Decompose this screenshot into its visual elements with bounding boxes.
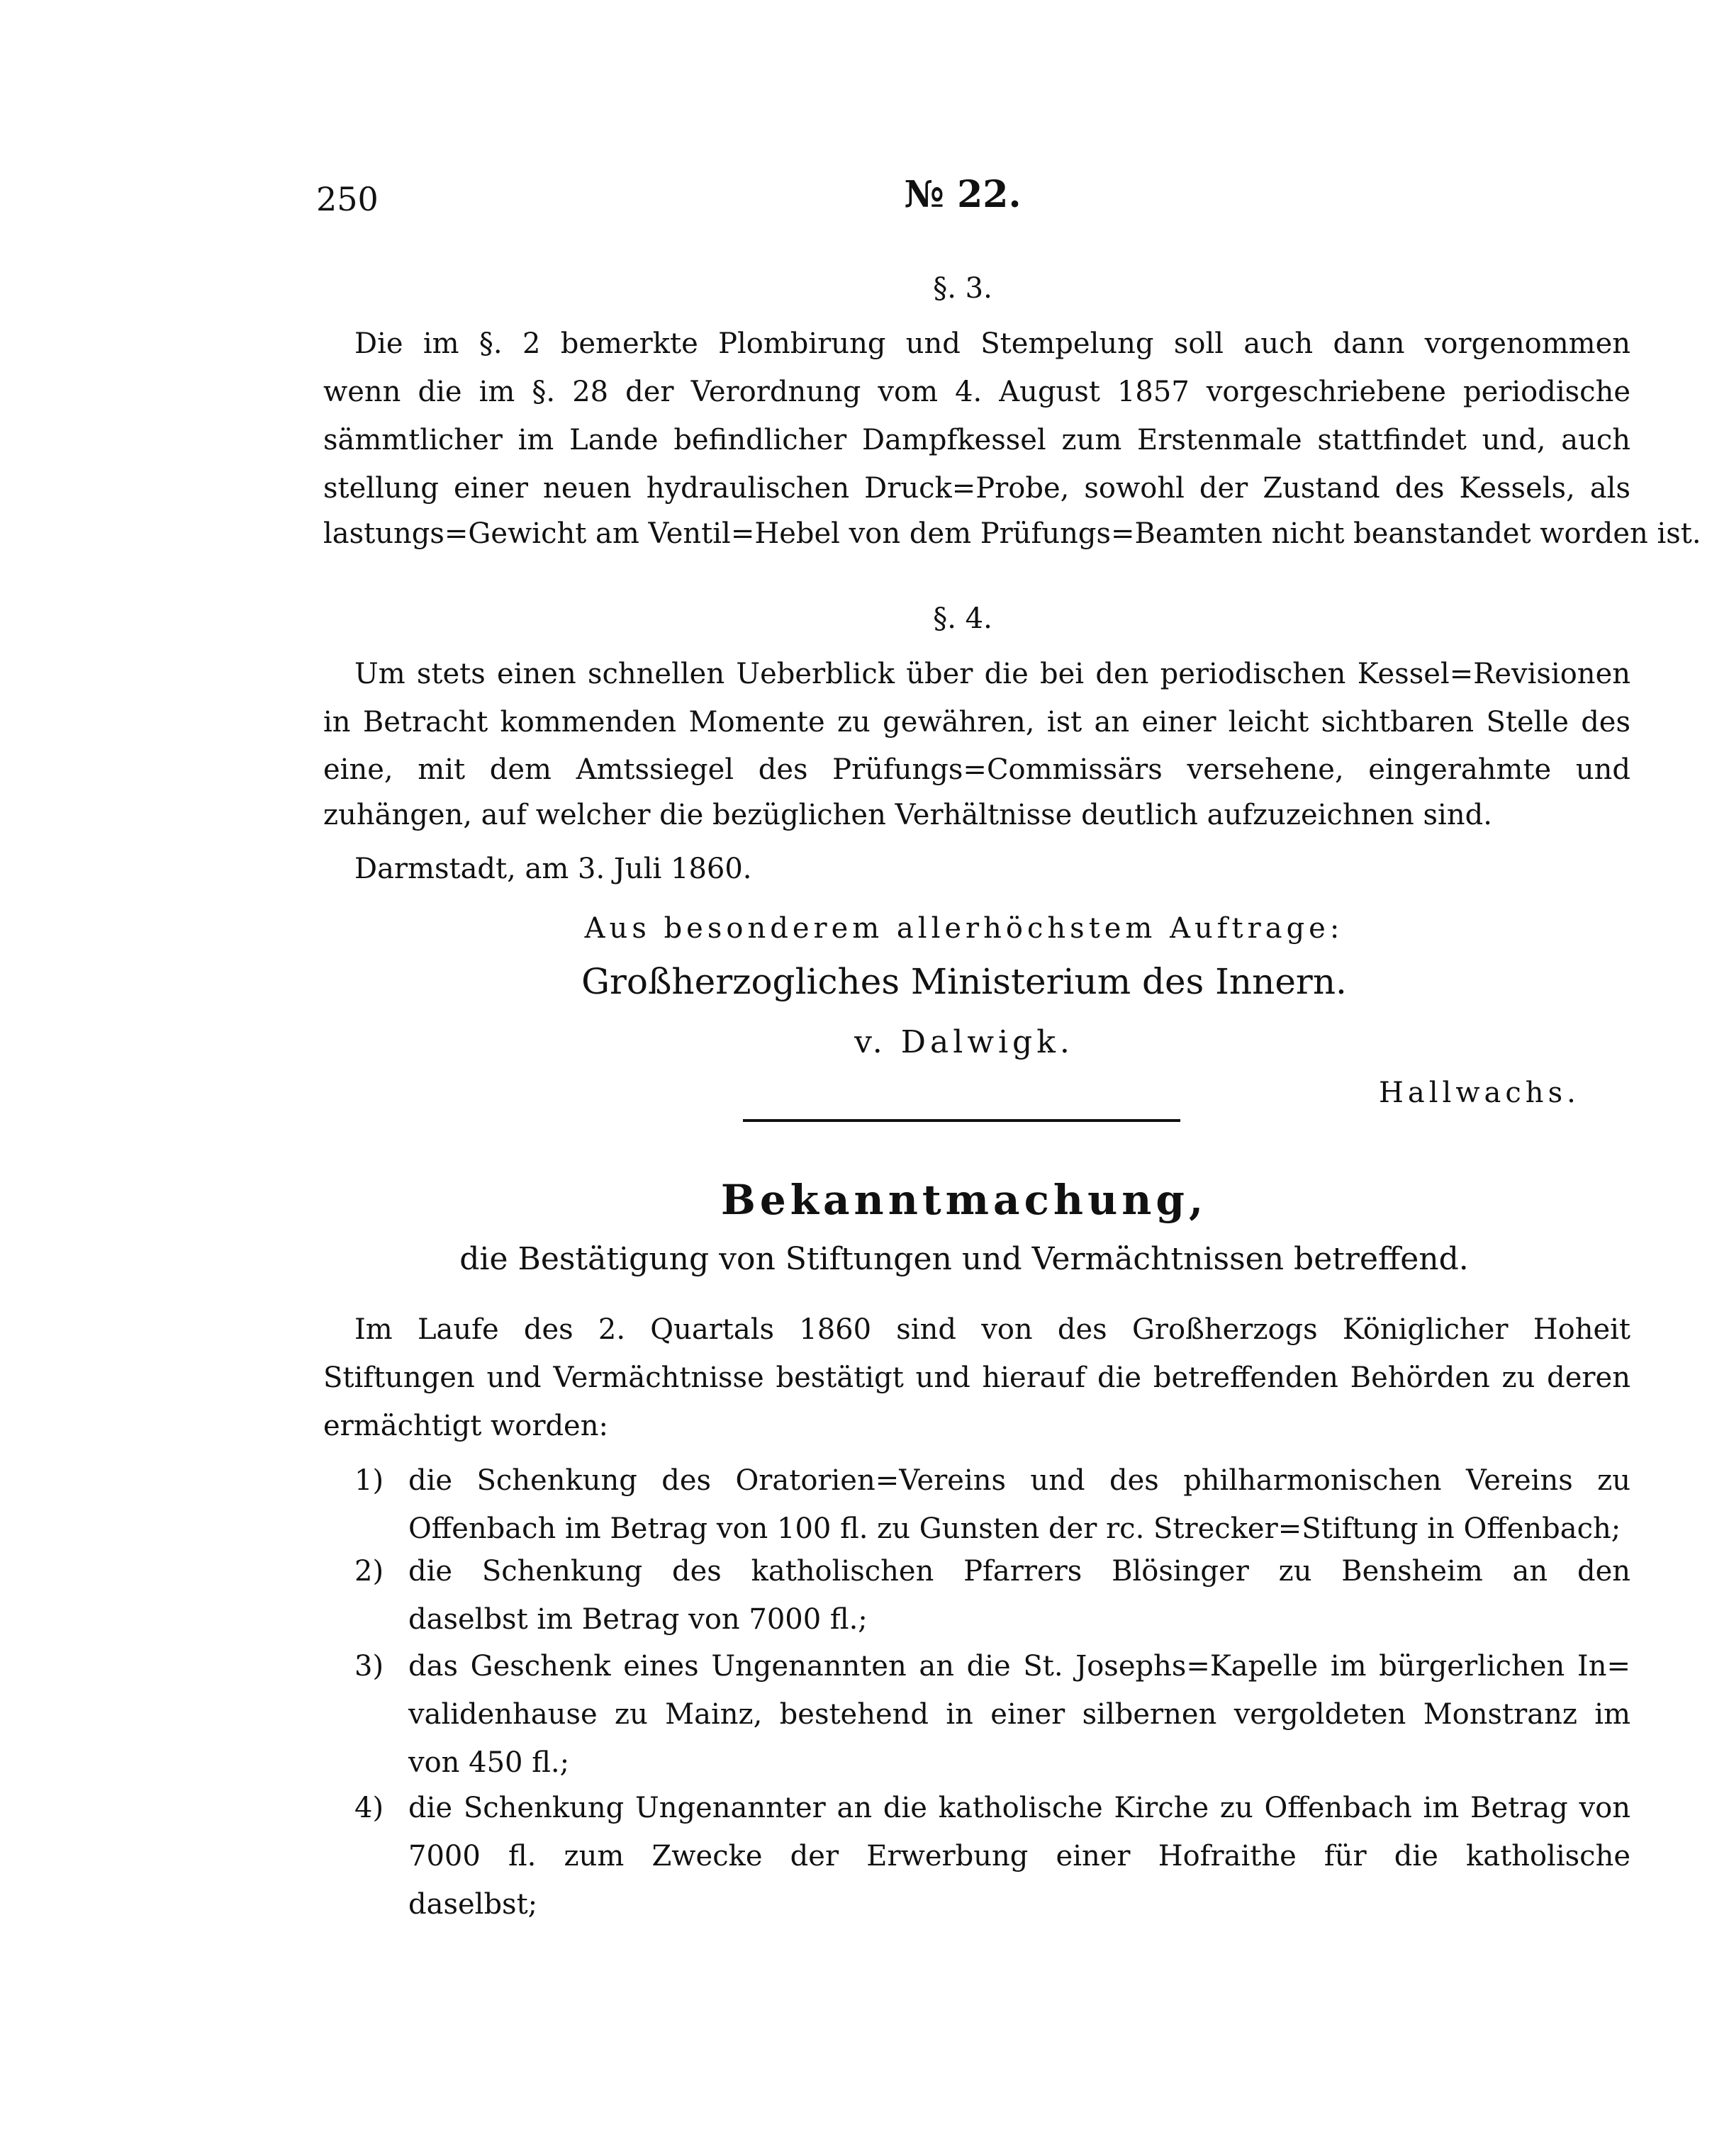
page-number: 250 <box>316 180 379 218</box>
paragraph-line: Um stets einen schnellen Ueberblick über die bei den periodischen Kessel=Revisionen <box>354 658 1630 690</box>
countersignatory: Hallwachs. <box>1379 1077 1580 1109</box>
item-number: 1) <box>354 1464 384 1497</box>
paragraph-line: wenn die im §. 28 der Verordnung vom 4. August 1857 vorgeschriebene periodische <box>323 376 1630 408</box>
notice-title: Bekanntmachung, <box>720 1176 1208 1224</box>
item-number: 4) <box>354 1792 384 1824</box>
item-line: 7000 fl. zum Zwecke der Erwerbung einer Hofraithe für die katholische <box>408 1840 1630 1873</box>
signatory: v. Dalwigk. <box>854 1024 1074 1060</box>
issue-number: № 22. <box>904 173 1022 216</box>
paragraph-line: stellung einer neuen hydraulischen Druck=Probe, sowohl der Zustand des Kessels, als <box>323 472 1630 505</box>
intro-line: Im Laufe des 2. Quartals 1860 sind von des Großherzogs Königlicher Hoheit <box>354 1313 1630 1346</box>
paragraph-line: in Betracht kommenden Momente zu gewähren, ist an einer leicht sichtbaren Stelle des <box>323 706 1630 739</box>
item-line: die Schenkung Ungenannter an die katholische Kirche zu Offenbach im Betrag von <box>408 1792 1630 1824</box>
paragraph-line: lastungs=Gewicht am Ventil=Hebel von dem Prüfungs=Beamten nicht beanstandet worden ist. <box>323 517 1701 550</box>
item-line: das Geschenk eines Ungenannten an die St. Josephs=Kapelle im bürgerlichen In= <box>408 1650 1630 1683</box>
item-line: validenhause zu Mainz, bestehend in einer silbernen vergoldeten Monstranz im <box>408 1698 1630 1731</box>
intro-line: ermächtigt worden: <box>323 1410 608 1442</box>
item-line: Offenbach im Betrag von 100 fl. zu Gunsten der rc. Strecker=Stiftung in Offenbach; <box>408 1512 1621 1545</box>
item-line: die Schenkung des katholischen Pfarrers Blösinger zu Bensheim an den <box>408 1555 1630 1588</box>
paragraph-line: Die im §. 2 bemerkte Plombirung und Stempelung soll auch dann vorgenommen <box>354 327 1630 360</box>
item-line: daselbst im Betrag von 7000 fl.; <box>408 1603 868 1636</box>
paragraph-line: eine, mit dem Amtssiegel des Prüfungs=Commissärs versehene, eingerahmte und <box>323 753 1630 786</box>
paragraph-line: sämmtlicher im Lande befindlicher Dampfkessel zum Erstenmale stattfindet und, auch <box>323 424 1630 456</box>
item-line: von 450 fl.; <box>408 1746 570 1779</box>
ministry-name: Großherzogliches Ministerium des Innern. <box>581 961 1347 1002</box>
item-line: daselbst; <box>408 1888 538 1921</box>
item-number: 3) <box>354 1650 384 1683</box>
item-line: die Schenkung des Oratorien=Vereins und des philharmonischen Vereins zu <box>408 1464 1630 1497</box>
section-divider <box>743 1119 1180 1122</box>
place-date: Darmstadt, am 3. Juli 1860. <box>354 853 752 885</box>
section-3-title: §. 3. <box>933 272 992 305</box>
section-4-title: §. 4. <box>933 602 992 635</box>
notice-subtitle: die Bestätigung von Stiftungen und Vermächtnissen betreffend. <box>459 1241 1469 1277</box>
intro-line: Stiftungen und Vermächtnisse bestätigt und hierauf die betreffenden Behörden zu deren <box>323 1361 1630 1394</box>
paragraph-line: zuhängen, auf welcher die bezüglichen Verhältnisse deutlich aufzuzeichnen sind. <box>323 799 1492 831</box>
mandate-line: Aus besonderem allerhöchstem Auftrage: <box>584 912 1344 945</box>
item-number: 2) <box>354 1555 384 1588</box>
